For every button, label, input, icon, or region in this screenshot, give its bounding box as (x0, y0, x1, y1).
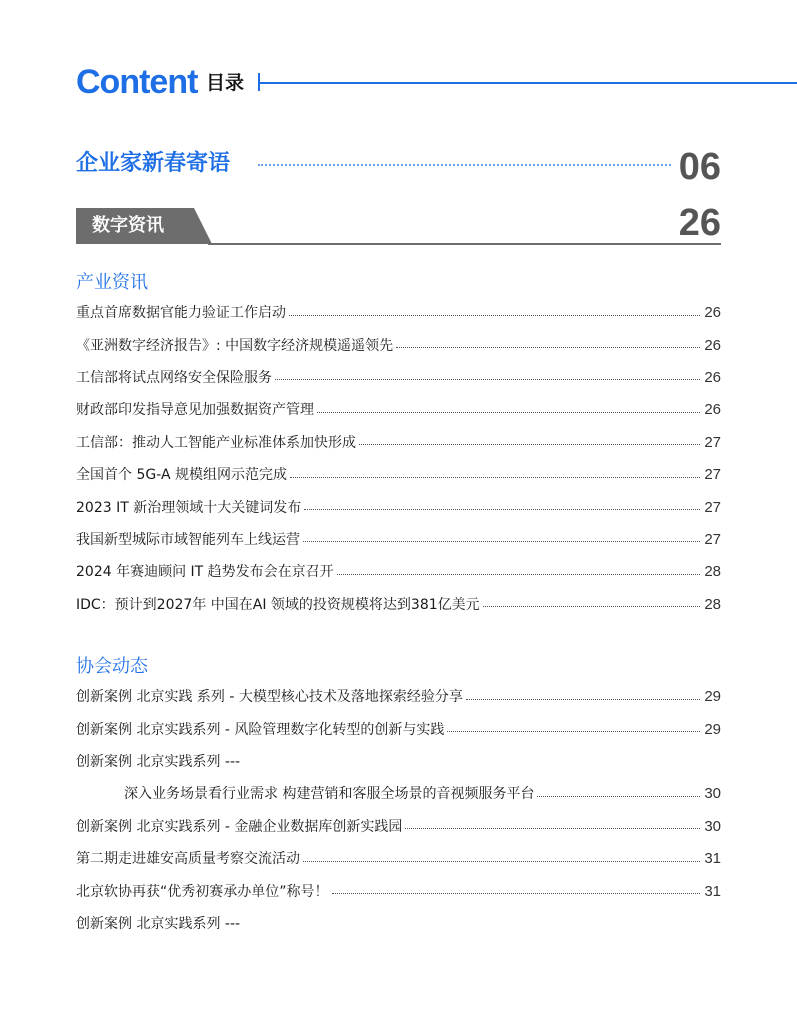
entry-title: 第二期走进雄安高质量考察交流活动 (76, 851, 300, 868)
entry-title: 《亚洲数字经济报告》: 中国数字经济规模遥遥领先 (76, 337, 394, 354)
entry-page: 31 (704, 882, 721, 900)
dot-leader (483, 606, 700, 607)
header-title-cn: 目录 (206, 72, 245, 94)
entry-title: 工信部将试点网络安全保险服务 (76, 369, 272, 386)
entry-page: 26 (704, 304, 721, 322)
entry-page: 27 (704, 466, 721, 484)
industry-news-list (76, 297, 721, 621)
dot-leader (258, 164, 671, 166)
toc-entry[interactable] (76, 778, 721, 810)
header-title-en: Content (76, 63, 198, 101)
dot-leader (275, 379, 700, 380)
section-title: 数字资讯 (92, 215, 164, 236)
toc-entry[interactable] (76, 681, 721, 713)
toc-entry[interactable] (76, 459, 721, 491)
toc-entry[interactable] (76, 843, 721, 875)
toc-entry[interactable] (76, 746, 721, 778)
toc-entry[interactable] (76, 713, 721, 745)
dot-leader (337, 574, 700, 575)
dot-leader (332, 893, 700, 894)
category-heading-industry-news: 产业资讯 (76, 272, 148, 293)
section-entry-digital-news[interactable] (76, 202, 721, 247)
section-page-number: 06 (678, 146, 721, 188)
section-page-number: 26 (678, 202, 721, 244)
entry-page: 26 (704, 401, 721, 419)
toc-entry[interactable] (76, 524, 721, 556)
entry-title: IDC：预计到2027年 中国在AI 领域的投资规模将达到381亿美元 (76, 596, 480, 613)
entry-title: 全国首个 5G-A 规模组网示范完成 (76, 467, 287, 484)
category-heading-association-news: 协会动态 (76, 656, 148, 677)
entry-page: 30 (704, 817, 721, 835)
entry-page: 26 (704, 368, 721, 386)
dot-leader (447, 731, 700, 732)
section-title: 企业家新春寄语 (76, 151, 231, 176)
toc-header (76, 60, 797, 104)
entry-page: 30 (704, 785, 721, 803)
toc-entry[interactable] (76, 394, 721, 426)
toc-entry[interactable] (76, 297, 721, 329)
entry-title: 创新案例 北京实践系列 - 金融企业数据库创新实践园 (76, 818, 403, 835)
section-entry-new-year-message[interactable] (76, 145, 721, 189)
dot-leader (289, 315, 700, 316)
toc-entry[interactable] (76, 491, 721, 523)
dot-leader (304, 509, 700, 510)
dot-leader (303, 541, 700, 542)
entry-page: 28 (704, 595, 721, 613)
entry-page: 27 (704, 498, 721, 516)
dot-leader (359, 444, 700, 445)
dot-leader (290, 477, 700, 478)
toc-entry[interactable] (76, 427, 721, 459)
entry-page: 27 (704, 433, 721, 451)
toc-entry[interactable] (76, 875, 721, 907)
toc-entry[interactable] (76, 811, 721, 843)
association-news-list (76, 681, 721, 940)
toc-entry[interactable] (76, 556, 721, 588)
toc-entry[interactable] (76, 589, 721, 621)
dot-leader (537, 796, 700, 797)
entry-title: 2023 IT 新治理领域十大关键词发布 (76, 499, 302, 516)
toc-entry[interactable] (76, 362, 721, 394)
entry-title: 创新案例 北京实践系列 --- (76, 753, 241, 770)
entry-title: 创新案例 北京实践 系列 - 大模型核心技术及落地探索经验分享 (76, 689, 463, 706)
dot-leader (303, 861, 700, 862)
entry-title: 工信部：推动人工智能产业标准体系加快形成 (76, 434, 356, 451)
entry-title: 2024 年赛迪顾问 IT 趋势发布会在京召开 (76, 564, 334, 581)
dot-leader (405, 828, 700, 829)
entry-title: 我国新型城际市域智能列车上线运营 (76, 531, 300, 548)
entry-page: 31 (704, 850, 721, 868)
entry-page: 27 (704, 530, 721, 548)
entry-title: 深入业务场景看行业需求 构建营销和客服全场景的音视频服务平台 (124, 786, 535, 803)
dot-leader (317, 412, 700, 413)
toc-entry[interactable] (76, 329, 721, 361)
entry-title: 北京软协再获“优秀初赛承办单位”称号！ (76, 883, 329, 900)
entry-page: 29 (704, 720, 721, 738)
entry-page: 28 (704, 563, 721, 581)
section-rule (208, 243, 721, 245)
header-rule (260, 82, 797, 84)
entry-title: 创新案例 北京实践系列 --- (76, 915, 241, 932)
toc-entry[interactable] (76, 908, 721, 940)
entry-title: 创新案例 北京实践系列 - 风险管理数字化转型的创新与实践 (76, 721, 445, 738)
entry-title: 财政部印发指导意见加强数据资产管理 (76, 402, 314, 419)
entry-title: 重点首席数据官能力验证工作启动 (76, 305, 286, 322)
dot-leader (396, 347, 700, 348)
entry-page: 26 (704, 336, 721, 354)
dot-leader (466, 699, 700, 700)
entry-page: 29 (704, 688, 721, 706)
